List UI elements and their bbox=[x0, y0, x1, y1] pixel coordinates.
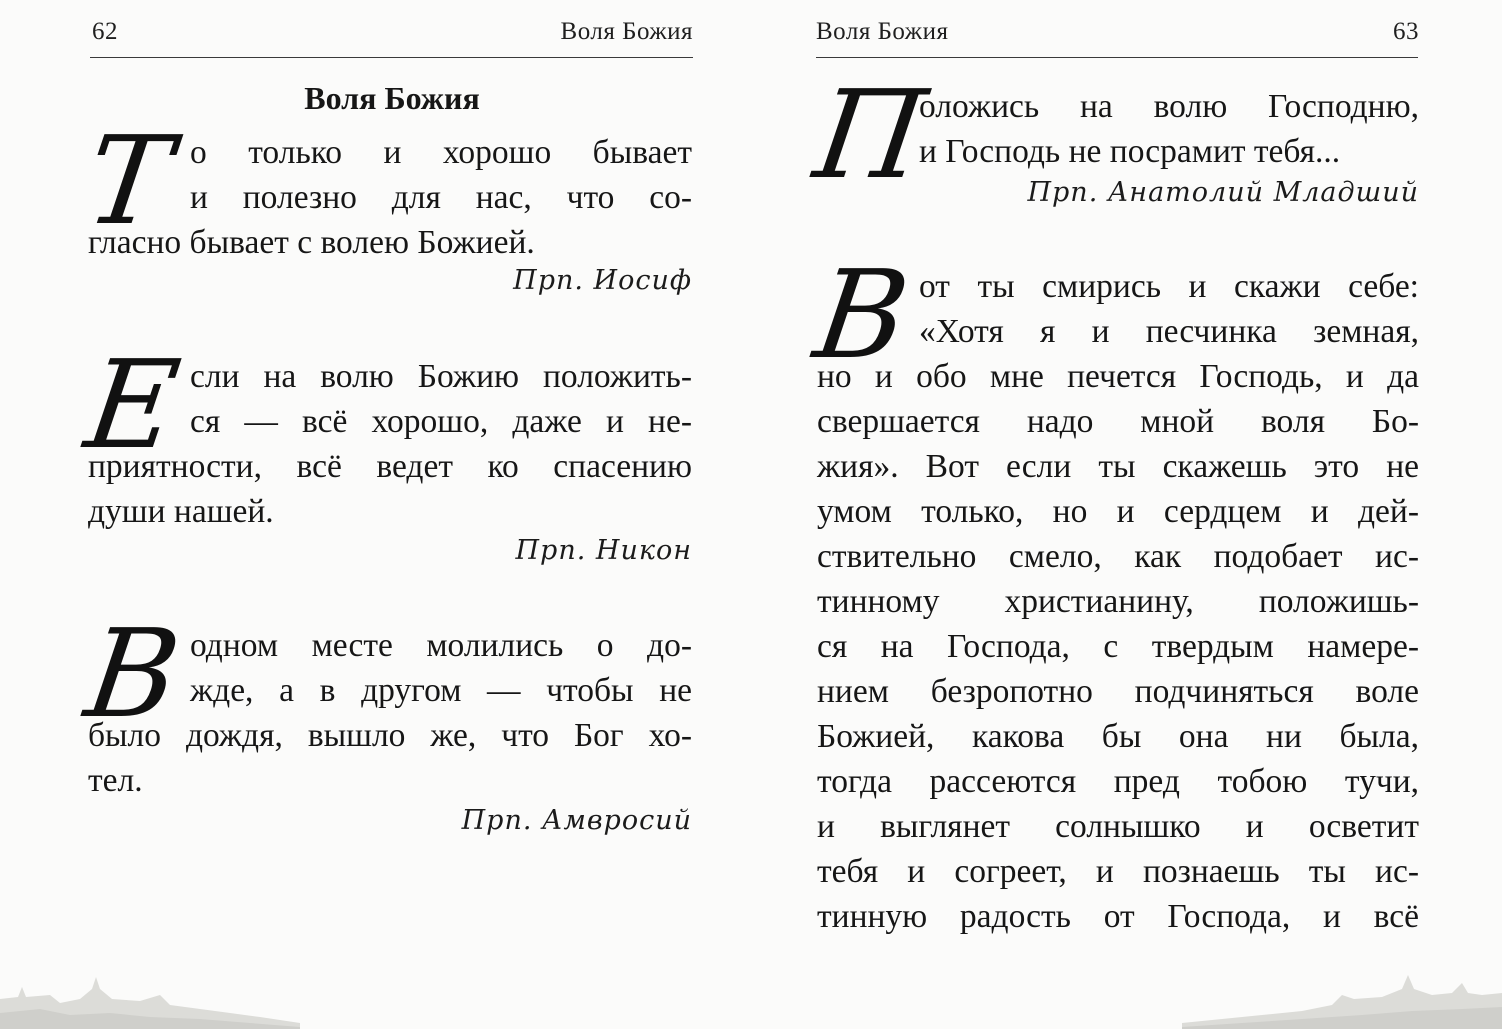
quote-line: ся — всё хорошо, даже и не- bbox=[190, 403, 692, 440]
quote-block bbox=[78, 334, 692, 534]
quote-line: гласно бывает с волею Божией. bbox=[88, 224, 535, 261]
quote-line: и Господь не посрамит тебя... bbox=[919, 133, 1341, 170]
attribution: Прп. Анатолий Младший bbox=[1027, 177, 1419, 208]
quote-line: тинную радость от Господа, и всё bbox=[817, 898, 1419, 935]
quote-block bbox=[807, 244, 1419, 939]
quote-line: жде, а в другом — чтобы не bbox=[190, 672, 692, 709]
quote-line: свершается надо мной воля Бо- bbox=[817, 403, 1419, 440]
drop-cap: Т bbox=[78, 110, 180, 252]
header-rule bbox=[816, 57, 1418, 58]
quote-line: ся на Господа, с твердым намере- bbox=[817, 628, 1419, 665]
quote-line: души нашей. bbox=[88, 493, 274, 530]
header-rule bbox=[90, 57, 693, 58]
quote-line: Божией, какова бы она ни была, bbox=[817, 718, 1419, 755]
quote-line: сли на волю Божию положить- bbox=[190, 358, 692, 395]
quote-line: жия». Вот если ты скажешь это не bbox=[817, 448, 1419, 485]
quote-line: оложись на волю Господню, bbox=[919, 88, 1419, 125]
page-number: 62 bbox=[92, 18, 118, 45]
section-title: Воля Божия bbox=[304, 80, 480, 116]
quote-line: тогда рассеются пред тобою тучи, bbox=[817, 763, 1419, 800]
drop-cap: В bbox=[807, 244, 917, 386]
quote-line: от ты смирись и скажи себе: bbox=[919, 268, 1419, 305]
page-number: 63 bbox=[1393, 18, 1419, 45]
attribution: Прп. Никон bbox=[515, 535, 692, 566]
quote-line: тел. bbox=[88, 762, 143, 799]
right-page bbox=[751, 0, 1502, 1029]
drop-cap: В bbox=[78, 603, 188, 745]
attribution: Прп. Иосиф bbox=[513, 265, 692, 296]
quote-line: и выглянет солнышко и осветит bbox=[817, 808, 1419, 845]
attribution: Прп. Амвросий bbox=[461, 805, 692, 836]
quote-line: нием безропотно подчиняться воле bbox=[817, 673, 1419, 710]
quote-line: тебя и согреет, и познаешь ты ис- bbox=[817, 853, 1419, 890]
quote-block bbox=[78, 603, 692, 803]
quote-line: ствительно смело, как подобает ис- bbox=[817, 538, 1419, 575]
running-head: Воля Божия bbox=[560, 18, 693, 45]
quote-line: и полезно для нас, что со- bbox=[190, 179, 692, 216]
quote-line: приятности, всё ведет ко спасению bbox=[88, 448, 692, 485]
quote-line: умом только, но и сердцем и дей- bbox=[817, 493, 1419, 530]
quote-line: одном месте молились о до- bbox=[190, 627, 692, 664]
quote-block bbox=[78, 110, 692, 265]
drop-cap: П bbox=[807, 64, 934, 206]
landscape-ornament bbox=[0, 969, 300, 1029]
drop-cap: Е bbox=[78, 334, 188, 476]
landscape-ornament bbox=[1182, 969, 1502, 1029]
quote-line: но и обо мне печется Господь, и да bbox=[817, 358, 1419, 395]
quote-line: «Хотя я и песчинка земная, bbox=[919, 313, 1419, 350]
running-head: Воля Божия bbox=[816, 18, 949, 45]
quote-line: тинному христианину, положишь- bbox=[817, 583, 1419, 620]
quote-line: о только и хорошо бывает bbox=[190, 134, 692, 171]
quote-line: было дождя, вышло же, что Бог хо- bbox=[88, 717, 692, 754]
